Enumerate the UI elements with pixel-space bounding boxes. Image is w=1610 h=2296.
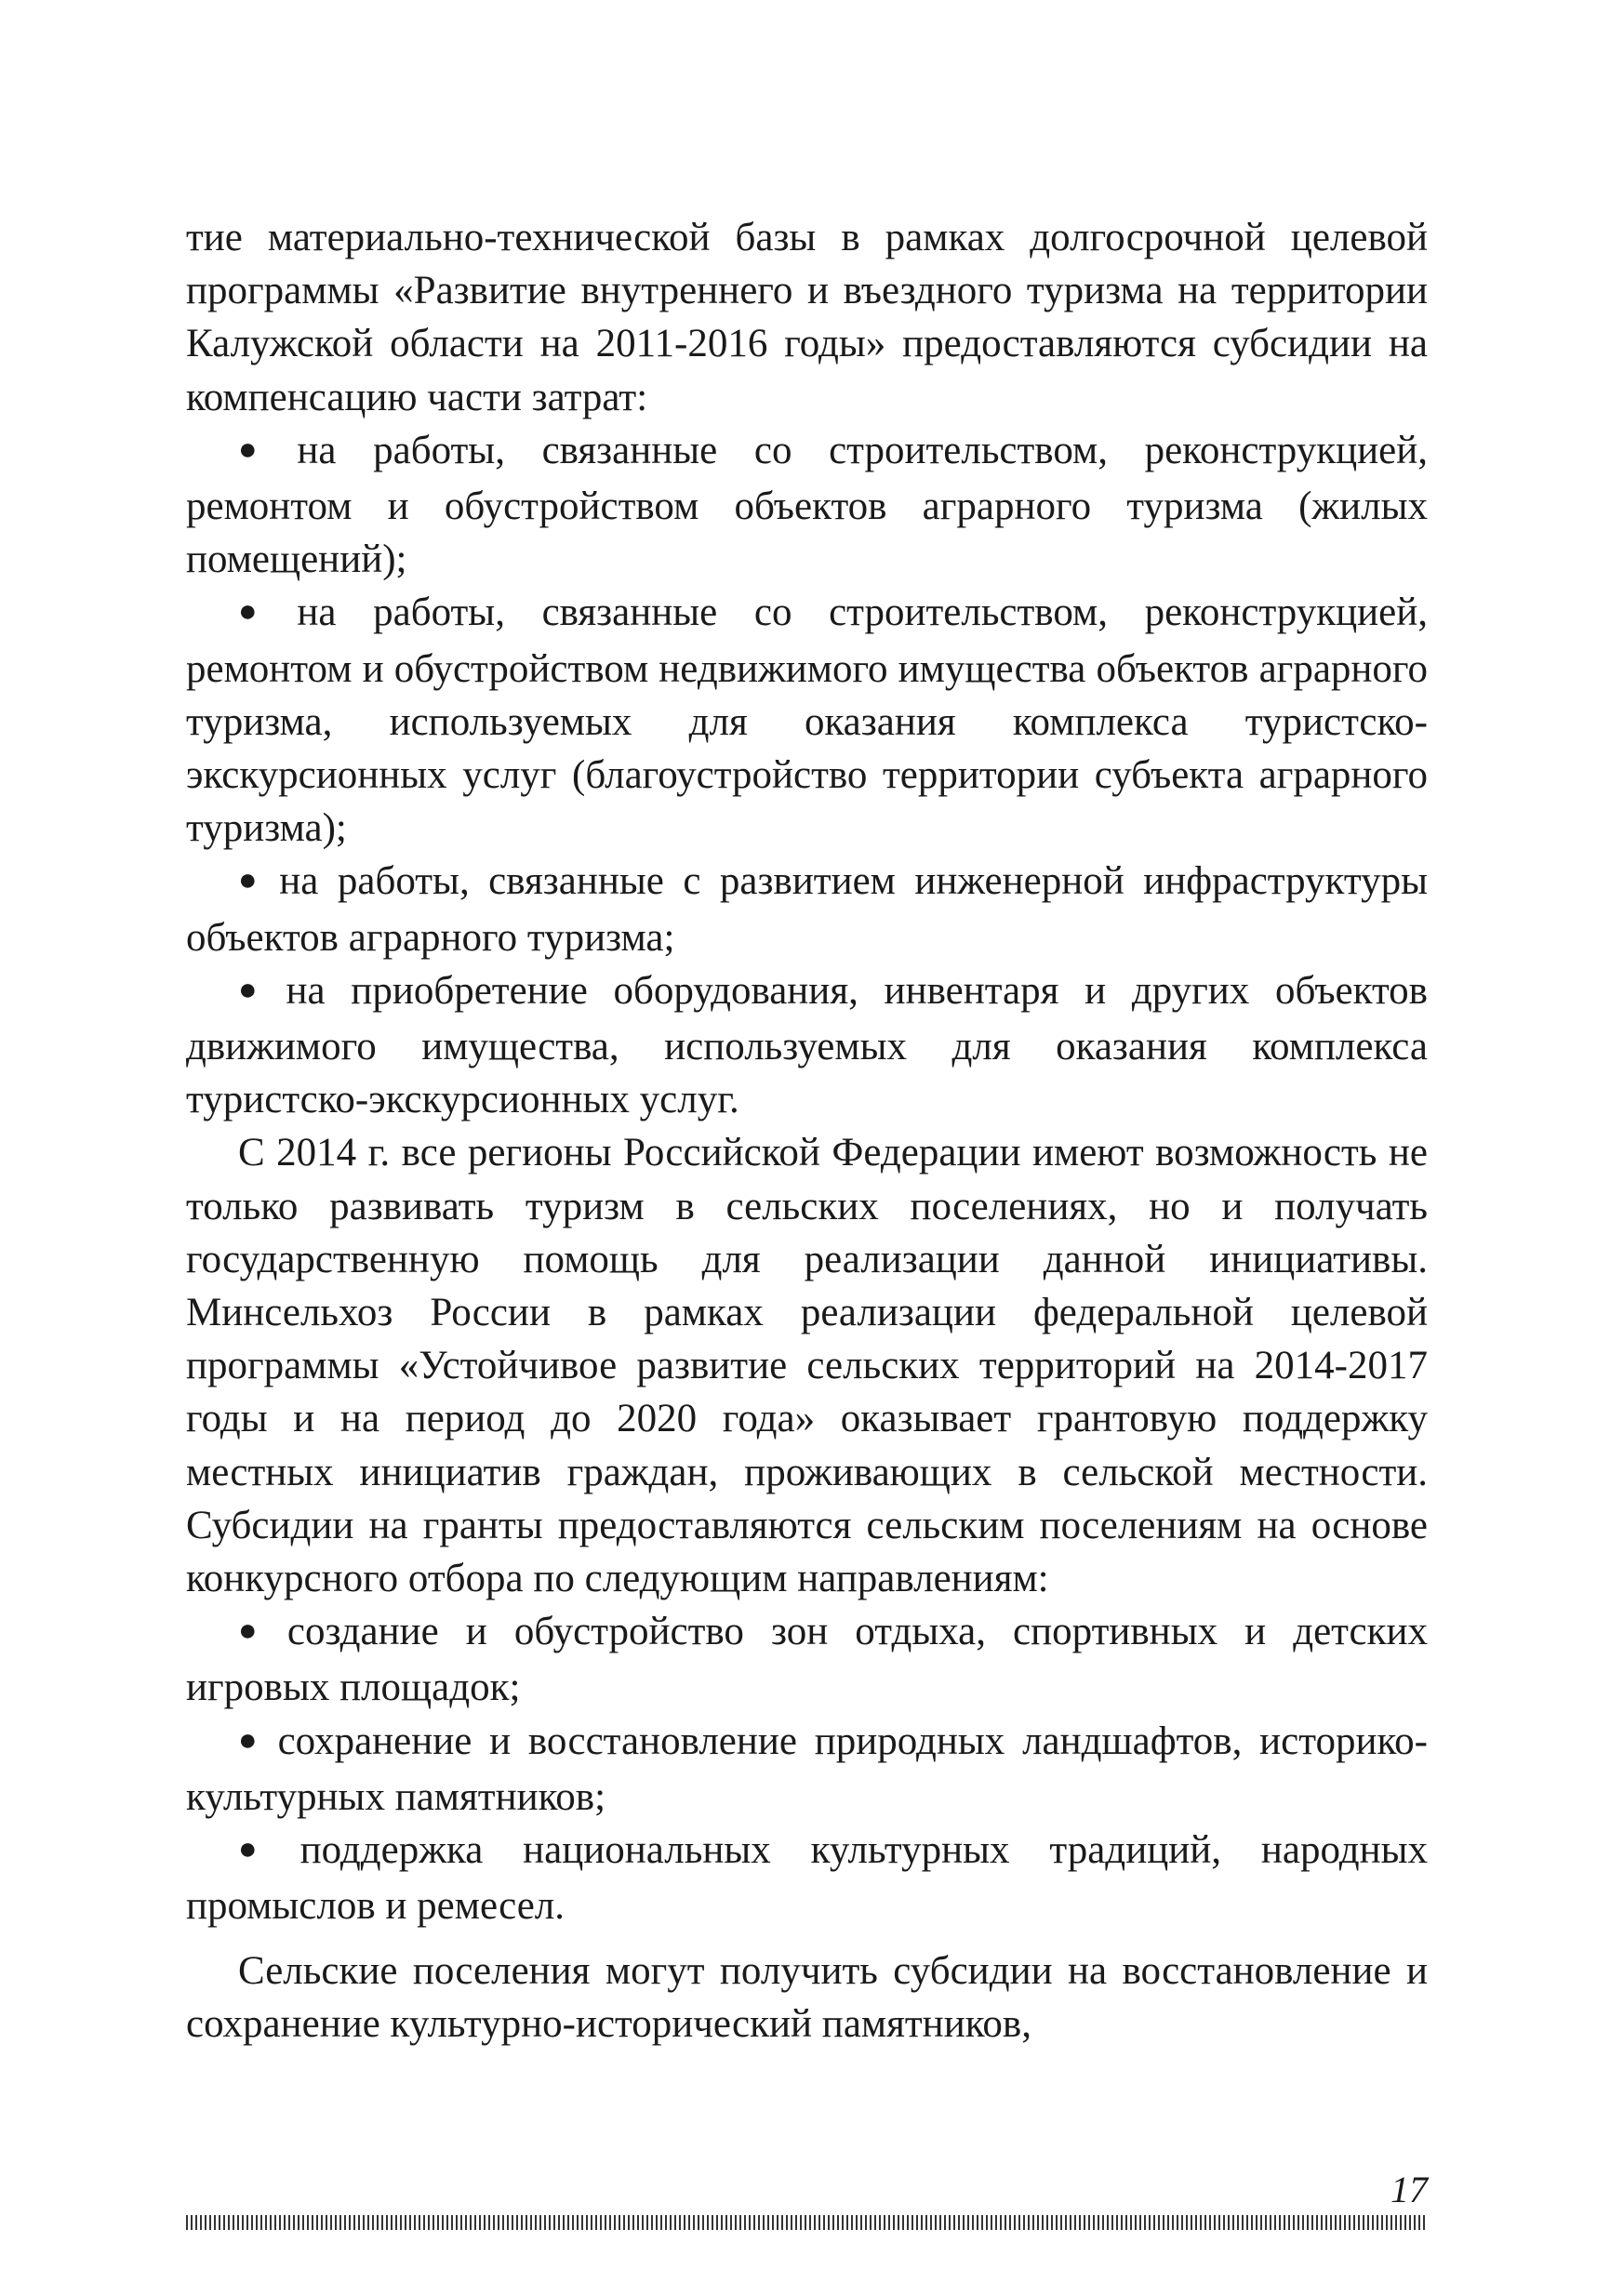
- paragraph-intro-continued: тие материально-технической базы в рамках долгосрочной целевой программы «Развитие внутреннего и въездного туризма на территории Калужской области на 2011-2016 годы» предоставляются субсидии на компенсацию части затрат:: [186, 216, 1428, 419]
- page-body: [186, 211, 1428, 2050]
- bullet-item-landscapes: ● сохранение и восстановление природных ландшафтов, историко-культурных памятников;: [186, 1715, 1428, 1824]
- bullet-item-traditions: ● поддержка национальных культурных традиций, народных промыслов и ремесел.: [186, 1824, 1428, 1932]
- bullet-item-equipment: ● на приобретение оборудования, инвентаря и других объектов движимого имущества, используемых для оказания комплекса туристско-экскурсионных услуг.: [186, 964, 1428, 1127]
- paragraph-gap: [186, 1933, 1428, 1944]
- paragraph-rural-settlements: Сельские поселения могут получить субсидии на восстановление и сохранение культурно-исторический памятников,: [186, 1948, 1428, 2046]
- bullet-item-recreation-zones: ● создание и обустройство зон отдыха, спортивных и детских игровых площадок;: [186, 1605, 1428, 1714]
- page-number: 17: [1390, 2169, 1428, 2210]
- footer-dashed-rule: [186, 2215, 1428, 2230]
- bullet-item-real-estate-construction: ● на работы, связанные со строительством, реконструкцией, ремонтом и обустройством недвижимого имущества объектов аграрного туризма, используемых для оказания комплекса туристско-экскурсионных услуг (благоустройство территории субъекта аграрного туризма);: [186, 586, 1428, 855]
- bullet-item-residential-construction: ● на работы, связанные со строительством, реконструкцией, ремонтом и обустройством объектов аграрного туризма (жилых помещений);: [186, 424, 1428, 587]
- paragraph-federal-program: С 2014 г. все регионы Российской Федерации имеют возможность не только развивать туризм в сельских поселениях, но и получать государственную помощь для реализации данной инициативы. Минсельхоз России в рамках реализации федеральной целевой программы «Устойчивое развитие сельских территорий на 2014-2017 годы и на период до 2020 года» оказывает грантовую поддержку местных инициатив граждан, проживающих в сельской местности. Субсидии на гранты предоставляются сельским поселениям на основе конкурсного отбора по следующим направлениям:: [186, 1131, 1428, 1601]
- bullet-item-infrastructure: ● на работы, связанные с развитием инженерной инфраструктуры объектов аграрного туризма;: [186, 855, 1428, 963]
